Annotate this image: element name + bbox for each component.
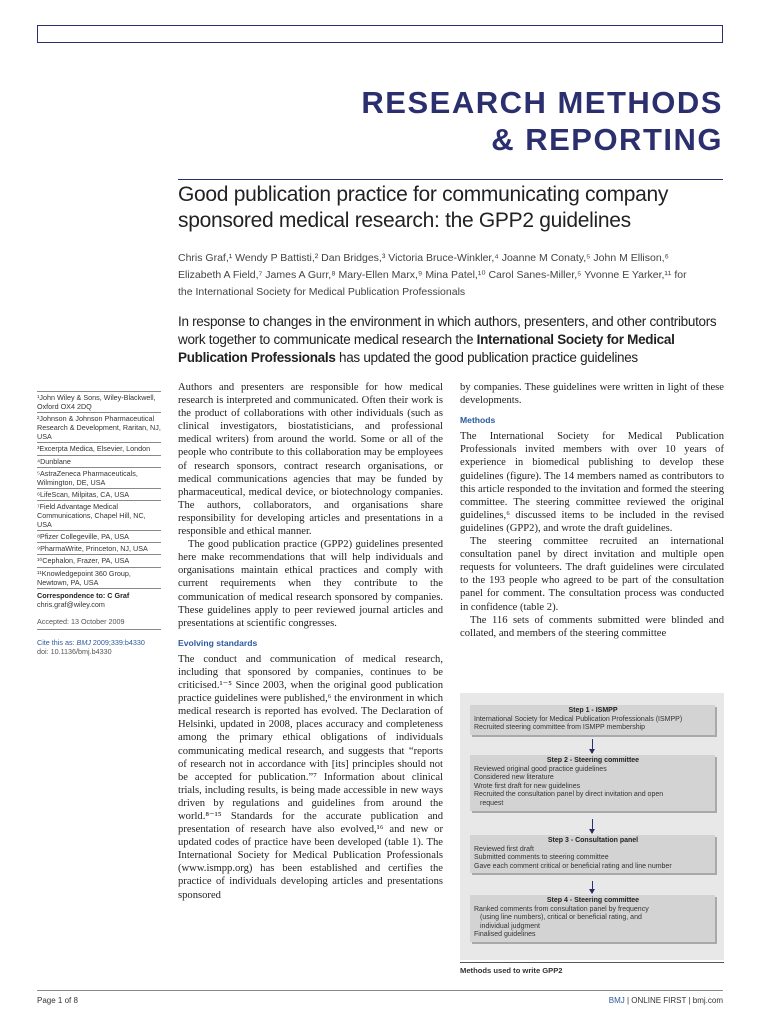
paragraph: The 116 sets of comments submitted were blinded and collated, and members of the steering committee xyxy=(460,614,724,639)
paragraph: The steering committee recruited an international consultation panel by direct invitation and multiple open requests for volunteers. The draft guidelines were circulated to the 193 people who agreed to be part of the consultation panel for comment. The consultation process was conducted in confidence (table 2). xyxy=(460,536,724,613)
methods-figure xyxy=(460,693,724,960)
body-column-2 xyxy=(460,381,724,640)
section-heading: Methods xyxy=(460,415,496,426)
affiliation: ⁴Dunblane xyxy=(37,456,161,468)
footer-rule xyxy=(37,990,723,991)
citation: Cite this as: BMJ 2009;339:b4330 xyxy=(37,637,145,647)
affiliation: ¹⁰Cephalon, Frazer, PA, USA xyxy=(37,555,161,567)
paragraph: The conduct and communication of medical research, including that sponsored by companies, continues to be criticised.¹⁻⁵ Since 2003, when the original good publication practice guidelines were published,⁶ the environment in which medical research is reported has evolved. The Declaration of Helsinki, updated in 2008, places accuracy and completeness among the primary ethical obligations of individuals communicating medical research, and suggests that “reports of research not in accordance with [its] principles should not be accepted for publication.”⁷ Information about clinical trials, including results, is being made accessible in new ways driven by regulations and guidelines from around the world.⁸⁻¹⁵ Standards for the accurate publication and presentation of research have also evolved,¹⁶ and new or updated codes of practice have been developed (table 1). The International Society for Medical Publication Professionals (www.ismpp.org) has been established and certifies the practice of individuals developing articles and presentations sponsored xyxy=(178,653,443,901)
article-title: Good publication practice for communicating company sponsored medical research: the GPP2 guidelines xyxy=(178,183,669,232)
affiliation: ⁸Pfizer Collegeville, PA, USA xyxy=(37,531,161,543)
section-heading: Evolving standards xyxy=(178,637,258,648)
affiliation: ³Excerpta Medica, Elsevier, London xyxy=(37,443,161,455)
figure-step-4: Step 4 - Steering committee Ranked comments from consultation panel by frequency (using line numbers), critical or beneficial rating, and individual judgment Finalised guidelines xyxy=(470,895,715,942)
correspondence: Correspondence to: C Graf chris.graf@wiley.com xyxy=(37,590,130,609)
affiliation: ⁹PharmaWrite, Princeton, NJ, USA xyxy=(37,543,161,555)
figure-rule xyxy=(460,962,724,963)
affiliation: ⁵AstraZeneca Pharmaceuticals, Wilmington, DE, USA xyxy=(37,468,161,489)
section-title: RESEARCH METHODS & REPORTING xyxy=(361,85,723,157)
paragraph: The good publication practice (GPP2) guidelines presented here make recommendations that will help individuals and organisations maintain ethical practices and comply with current requirements when they contribute to the communication of medical research sponsored by companies. These guidelines apply to peer reviewed journal articles and presentations at scientific congresses. xyxy=(178,539,443,629)
affiliations-sidebar xyxy=(37,391,161,656)
correspondence-email[interactable]: chris.graf@wiley.com xyxy=(37,599,105,609)
figure-step-3: Step 3 - Consultation panel Reviewed first draft Submitted comments to steering committee Gave each comment critical or beneficial rating and line number xyxy=(470,835,715,873)
standfirst: In response to changes in the environment in which authors, presenters, and other contributors work together to communicate medical research the International Society for Medical Publication Professionals has updated the good publication practice guidelines xyxy=(178,314,717,365)
author-list: Chris Graf,¹ Wendy P Battisti,² Dan Bridges,³ Victoria Bruce-Winkler,⁴ Joanne M Conaty,⁵ John M Ellison,⁶ Elizabeth A Field,⁷ James A Gurr,⁸ Mary-Ellen Marx,⁹ Mina Patel,¹⁰ Carol Sanes-Miller,⁵ Yvonne E Yarker,¹¹ for the International Society for Medical Publication Professionals xyxy=(178,252,687,298)
header-frame xyxy=(37,25,723,43)
figure-caption: Methods used to write GPP2 xyxy=(460,966,563,975)
arrow-down-icon xyxy=(592,819,593,833)
accepted-date: Accepted: 13 October 2009 xyxy=(37,617,161,630)
paragraph: by companies. These guidelines were written in light of these developments. xyxy=(460,382,724,407)
figure-step-1: Step 1 - ISMPP International Society for Medical Publication Professionals (ISMPP) Recruited steering committee from ISMPP membership xyxy=(470,705,715,735)
title-rule xyxy=(178,179,723,180)
affiliation: ⁶LifeScan, Milpitas, CA, USA xyxy=(37,489,161,501)
footer-journal: BMJ | ONLINE FIRST | bmj.com xyxy=(608,996,723,1005)
paragraph: The International Society for Medical Publication Professionals invited members with over 10 years of experience in biomedical publishing to develop these guidelines (figure). The 14 members named as contributors to this article responded to the invitation and formed the steering committee. The steering committee reviewed the original guidelines,⁶ discussed items to be included in the revised guidelines (GPP2), and wrote the draft guidelines. xyxy=(460,431,724,534)
body-column-1 xyxy=(178,381,443,902)
doi: doi: 10.1136/bmj.b4330 xyxy=(37,647,112,657)
figure-step-2: Step 2 - Steering committee Reviewed original good practice guidelines Considered new literature Wrote first draft for new guidelines Recruited the consultation panel by direct invitation and open request xyxy=(470,755,715,811)
arrow-down-icon xyxy=(592,881,593,893)
affiliation: ⁷Field Advantage Medical Communications, Chapel Hill, NC, USA xyxy=(37,501,161,531)
affiliation: ¹¹Knowledgepoint 360 Group, Newtown, PA, USA xyxy=(37,568,161,589)
paragraph: Authors and presenters are responsible for how medical research is interpreted and communicated. Often their work is the product of collaborations with other individuals (such as clinical investigators, biostatisticians, and professional medical writers) from around the world. Some or all of the people who contribute to this collaboration may be employees of research sponsors, contract research organisations, or medical communications agencies that may be funded by pharmaceutical, medical device, or biotechnology companies. The authors, collaborators, and organisations share responsibility for developing articles and presentations in a responsible and ethical manner. xyxy=(178,382,443,538)
affiliation: ²Johnson & Johnson Pharmaceutical Research & Development, Raritan, NJ, USA xyxy=(37,413,161,443)
arrow-down-icon xyxy=(592,739,593,753)
affiliation: ¹John Wiley & Sons, Wiley-Blackwell, Oxford OX4 2DQ xyxy=(37,391,161,413)
page-number: Page 1 of 8 xyxy=(37,996,78,1005)
